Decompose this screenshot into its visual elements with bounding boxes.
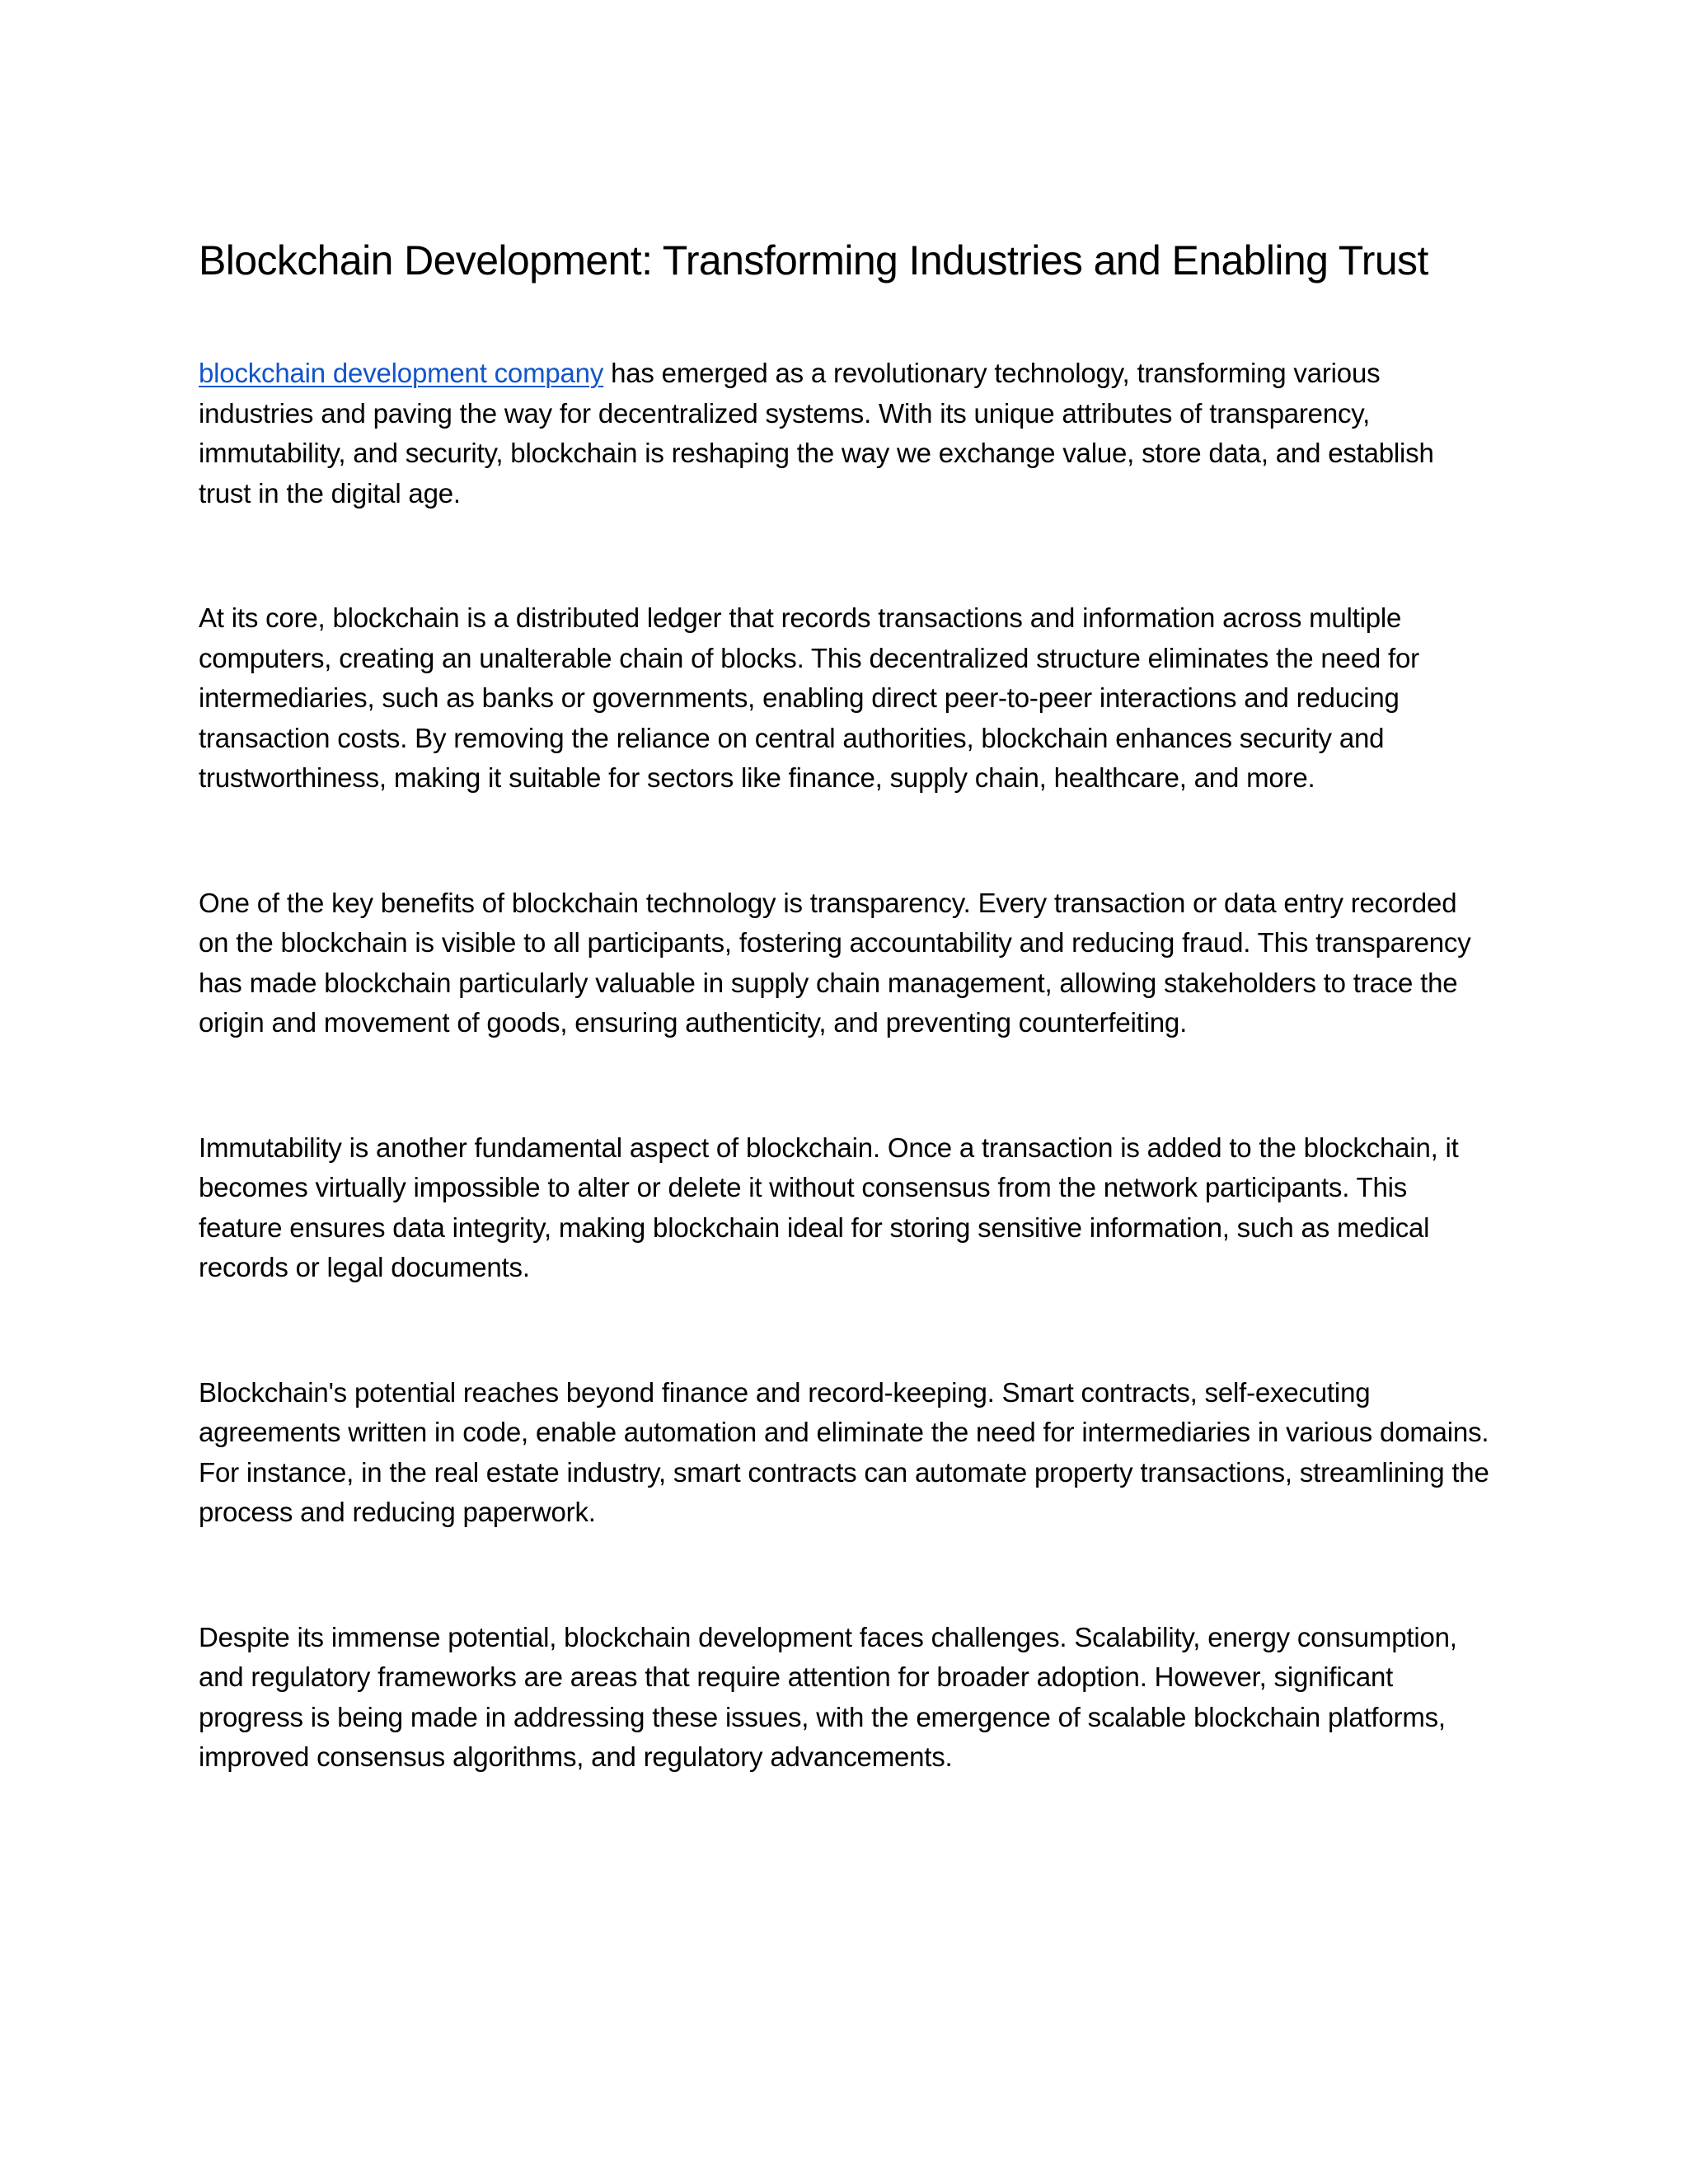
intro-text: has emerged as a revolutionary technology, transforming various industries and paving the way for decentralized systems. With its unique attributes of transparency, immutability, and security, blockchain is reshaping the way we exchange value, store data, and establish trust in the digital age. xyxy=(199,358,1434,509)
intro-paragraph xyxy=(199,354,1489,513)
paragraph-challenges: Despite its immense potential, blockchain development faces challenges. Scalability, energy consumption, and regulatory frameworks are areas that require attention for broader adoption. However, significant progress is being made in addressing these issues, with the emergence of scalable blockchain platforms, improved consensus algorithms, and regulatory advancements. xyxy=(199,1621,1457,1772)
paragraph-immutability: Immutability is another fundamental aspect of blockchain. Once a transaction is added to the blockchain, it becomes virtually impossible to alter or delete it without consensus from the network participants. This feature ensures data integrity, making blockchain ideal for storing sensitive information, such as medical records or legal documents. xyxy=(199,1132,1459,1282)
blockchain-company-link[interactable]: blockchain development company xyxy=(199,358,604,388)
paragraph-core-ledger: At its core, blockchain is a distributed ledger that records transactions and information across multiple computers, creating an unalterable chain of blocks. This decentralized structure eliminates the need for intermediaries, such as banks or governments, enabling direct peer-to-peer interactions and reducing transaction costs. By removing the reliance on central authorities, blockchain enhances security and trustworthiness, making it suitable for sectors like finance, supply chain, healthcare, and more. xyxy=(199,602,1419,793)
paragraph-smart-contracts: Blockchain's potential reaches beyond finance and record-keeping. Smart contracts, self-executing agreements written in code, enable automation and eliminate the need for intermediaries in various domains. For instance, in the real estate industry, smart contracts can automate property transactions, streamlining the process and reducing paperwork. xyxy=(199,1376,1489,1527)
document-body xyxy=(199,233,1489,1778)
paragraph-transparency: One of the key benefits of blockchain technology is transparency. Every transaction or data entry recorded on the blockchain is visible to all participants, fostering accountability and reducing fraud. This transparency has made blockchain particularly valuable in supply chain management, allowing stakeholders to trace the origin and movement of goods, ensuring authenticity, and preventing counterfeiting. xyxy=(199,887,1471,1038)
document-title: Blockchain Development: Transforming Industries and Enabling Trust xyxy=(199,237,1428,284)
